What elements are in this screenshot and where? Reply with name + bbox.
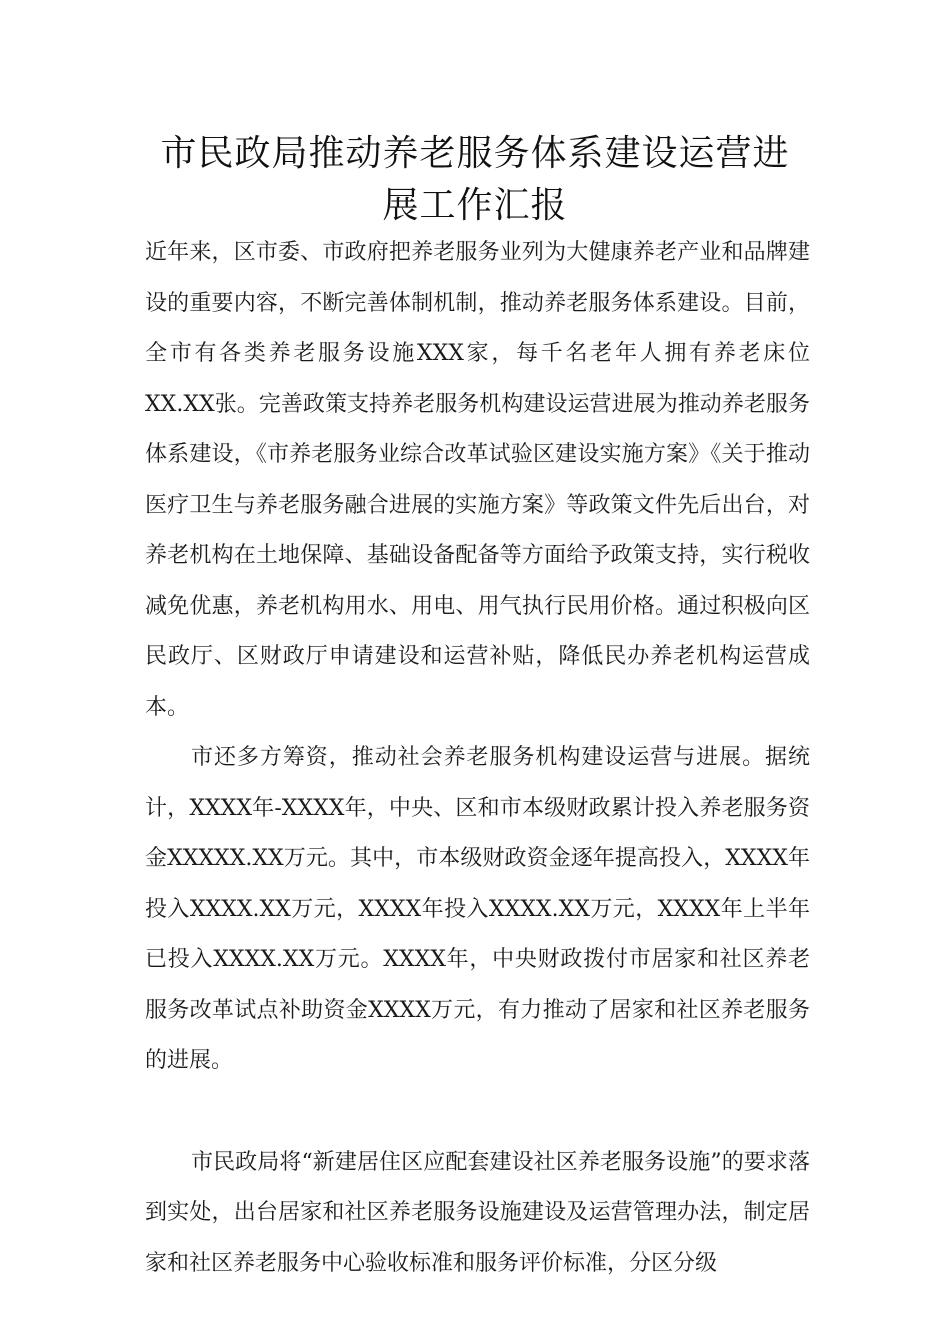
- paragraph-3: 市民政局将“新建居住区应配套建设社区养老服务设施”的要求落到实处，出台居家和社区养老服务设施建设及运营管理办法，制定居家和社区养老服务中心验收标准和服务评价标准，分区分级: [145, 1149, 810, 1276]
- paragraph-1: 近年来，区市委、市政府把养老服务业列为大健康养老产业和品牌建设的重要内容，不断完善体制机制，推动养老服务体系建设。目前，全市有各类养老服务设施XXX家，每千名老年人拥有养老床位XX.XX张。完善政策支持养老服务机构建设运营进展为推动养老服务体系建设，《市养老服务业综合改革试验区建设实施方案》《关于推动医疗卫生与养老服务融合进展的实施方案》等政策文件先后出台，对养老机构在土地保障、基础设备配备等方面给予政策支持，实行税收减免优惠，养老机构用水、用电、用气执行民用价格。通过积极向区民政厅、区财政厅申请建设和运营补贴，降低民办养老机构运营成本。: [145, 240, 810, 720]
- paragraph-2: 市还多方筹资，推动社会养老服务机构建设运营与进展。据统计，XXXX年-XXXX年，中央、区和市本级财政累计投入养老服务资金XXXXX.XX万元。其中，市本级财政资金逐年提高投入，XXXX年投入XXXX.XX万元，XXXX年投入XXXX.XX万元，XXXX年上半年已投入XXXX.XX万元。XXXX年，中央财政拨付市居家和社区养老服务改革试点补助资金XXXX万元，有力推动了居家和社区养老服务的进展。: [145, 745, 810, 1073]
- document-title: [120, 128, 830, 232]
- document-body: [145, 228, 810, 1289]
- title-line-1: 市民政局推动养老服务体系建设运营进: [160, 133, 790, 174]
- title-line-2: 展工作汇报: [382, 185, 568, 226]
